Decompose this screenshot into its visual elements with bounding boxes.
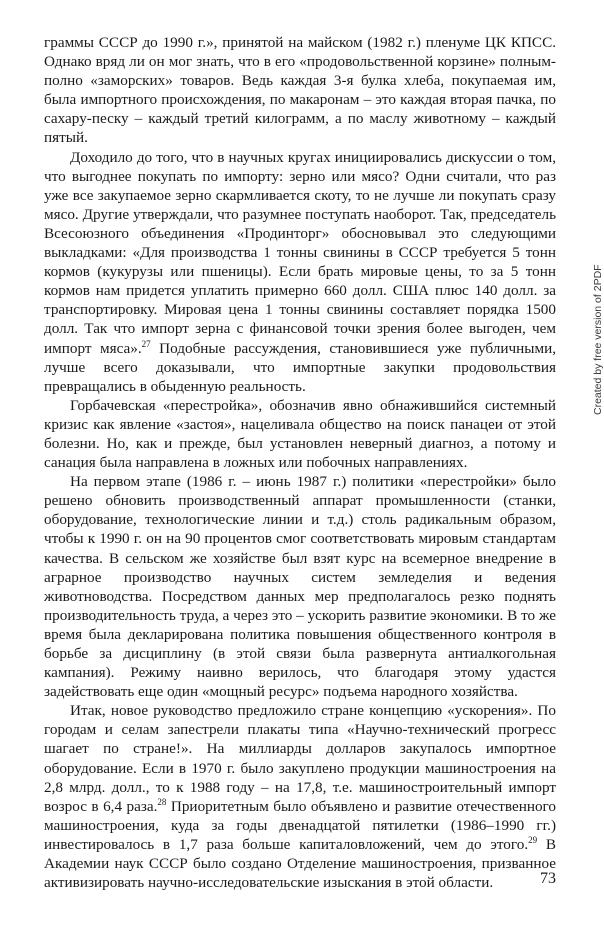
paragraph-3-text: Горбачевская «перестройка», обозначив явно обнажившийся системный кризис как явление «застоя», нацеливала общество на поиск панацеи от этой болезни. Но, как и прежде, был установлен неверный диагноз, а потому и санация была направлена в ложных или побочных направлениях. bbox=[44, 396, 556, 472]
paragraph-1-text: граммы СССР до 1990 г.», принятой на майском (1982 г.) пленуме ЦК КПСС. Однако вряд ли он мог знать, что в его «продовольственной корзине» полным-полно «заморских» товаров. Ведь каждая 3-я булка хлеба, покупаемая им, была импортного происхождения, по макаронам – это каждая вторая пачка, по сахару-песку – каждый третий килограмм, а по маслу животному – каждый пятый. bbox=[44, 34, 556, 147]
page-body bbox=[44, 33, 556, 892]
paragraph-5-tail-2: В Академии наук СССР было создано Отделение машиностроения, призванное активизировать научно-исследовательские изыскания в этой области. bbox=[44, 835, 556, 892]
paragraph-5-tail: Приоритетным было объявлено и развитие отечественного машиностроения, куда за годы двенадцатой пятилетки (1986–1990 гг.) инвестировалось в 1,7 раза больше капиталовложений, чем до этого. bbox=[44, 797, 556, 853]
paragraph-5-text: Итак, новое руководство предложило стране концепцию «ускорения». По городам и селам запестрели плакаты типа «Научно-технический прогресс шагает по стране!». На миллиарды долларов закупалось импортное оборудование. Если в 1970 г. было закуплено продукции машиностроения на 2,8 млрд. долл., то к 1988 году – на 17,8, т.е. машиностроительный импорт возрос в 6,4 раза. bbox=[44, 702, 556, 815]
paragraph-3 bbox=[44, 396, 556, 472]
footnote-marker-28: 28 bbox=[157, 796, 167, 807]
page-number: 73 bbox=[540, 870, 556, 887]
watermark-text: Created by free version of 2PDF bbox=[592, 264, 604, 415]
footnote-marker-29: 29 bbox=[528, 834, 538, 845]
paragraph-2-tail: Подобные рассуждения, становившиеся уже публичными, лучше всего доказывали, что импортные закупки продовольствия превращались в обыденную реальность. bbox=[44, 339, 556, 395]
footnote-marker-27: 27 bbox=[141, 338, 151, 349]
paragraph-4-text: На первом этапе (1986 г. – июнь 1987 г.) политики «перестройки» было решено обновить производственный аппарат промышленности (станки, оборудование, технологические линии и т.д.) столь радикальным образом, чтобы к 1990 г. он на 90 процентов смог соответствовать мировым стандартам качества. В сельском же хозяйстве был взят курс на всемерное внедрение в аграрное производство научных систем земледелия и ведения животноводства. Посредством данных мер предполагалось резко поднять производительность труда, а через это – ускорить развитие экономики. В то же время была декларирована политика повышения общественного контроля в борьбе за дисциплину (в этой связи была развернута антиалкогольная кампания). Режиму наивно верилось, что благодаря этому удастся задействовать еще один «мощный ресурс» подъема народного хозяйства. bbox=[44, 473, 556, 701]
watermark-side-note bbox=[580, 215, 604, 415]
paragraph-5 bbox=[44, 701, 556, 892]
paragraph-2 bbox=[44, 148, 556, 396]
paragraph-2-text: Доходило до того, что в научных кругах инициировались дискуссии о том, что выгоднее покупать по импорту: зерно или мясо? Одни считали, что раз уже все закупаемое зерно скармливается скоту, то не лучше ли покупать сразу мясо. Другие утверждали, что разумнее поступать наоборот. Так, председатель Всесоюзного объединения «Продинторг» обосновывал это следующими выкладками: «Для производства 1 тонны свинины в СССР требуется 5 тонн кормов (кукурузы или пшеницы). Если брать мировые цены, то за 5 тонн кормов нам придется уплатить примерно 660 долл. США плюс 140 долл. за транспортировку. Мировая цена 1 тонны свинины составляет порядка 1500 долл. Так что импорт зерна с финансовой точки зрения более выгоден, чем импорт мяса». bbox=[44, 148, 556, 357]
paragraph-4 bbox=[44, 472, 556, 701]
paragraph-1 bbox=[44, 33, 556, 148]
